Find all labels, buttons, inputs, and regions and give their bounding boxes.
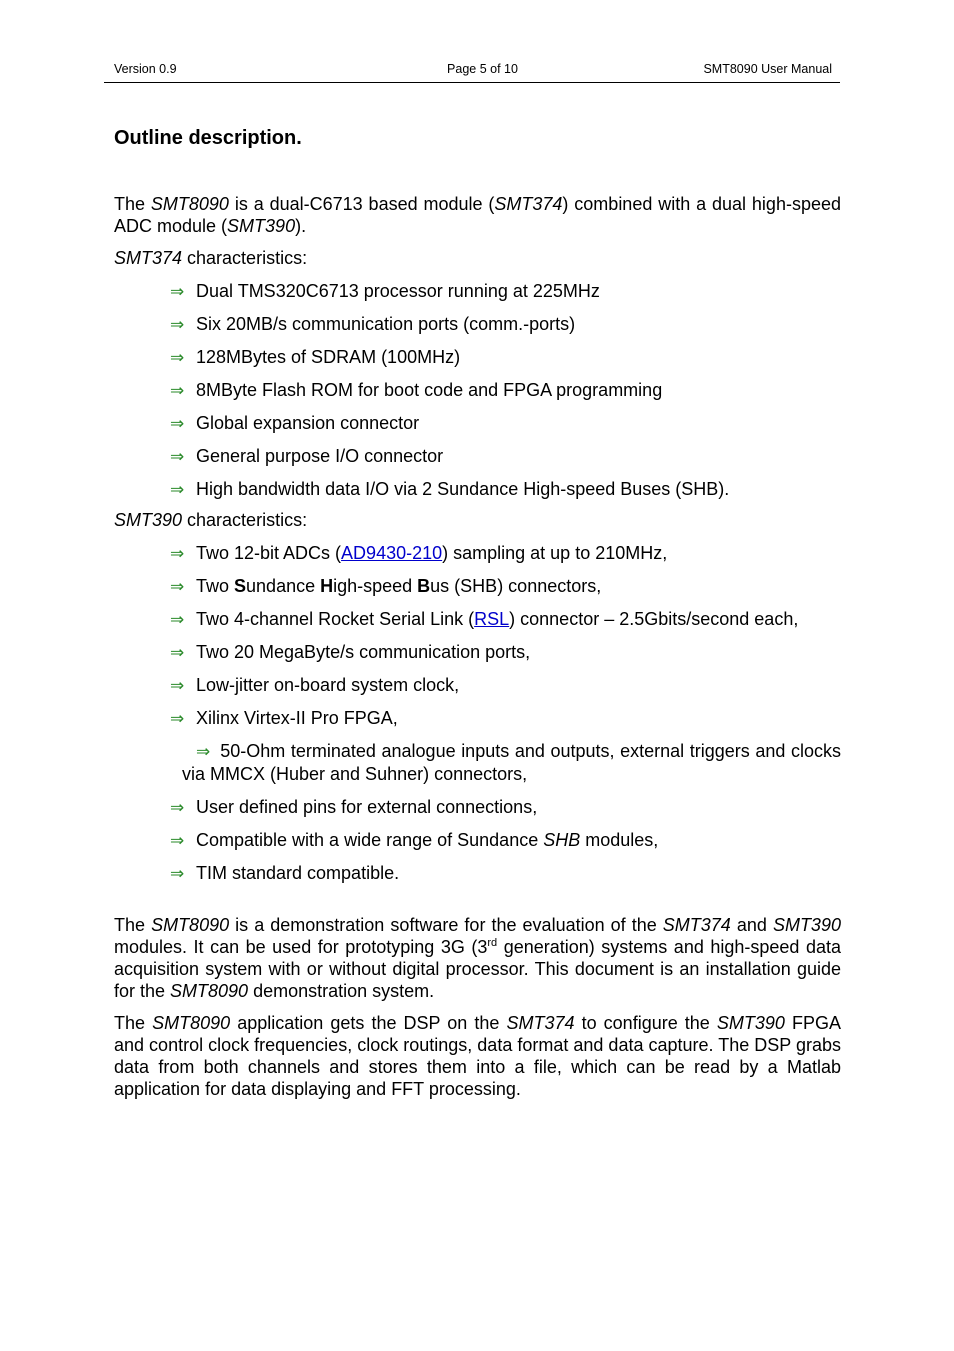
arrow-icon: ⇒	[196, 742, 211, 761]
arrow-icon: ⇒	[170, 447, 185, 466]
header-version: Version 0.9	[114, 62, 177, 76]
intro-paragraph: The SMT8090 is a dual-C6713 based module (SMT374) combined with a dual high-speed ADC module (SMT390).	[114, 194, 841, 236]
arrow-icon: ⇒	[170, 798, 185, 817]
smt390-heading: SMT390 characteristics:	[114, 510, 308, 530]
arrow-icon: ⇒	[170, 610, 185, 629]
list-item: ⇒ Global expansion connector	[170, 413, 420, 433]
list-item: ⇒ 50-Ohm terminated analogue inputs and outputs, external triggers and clocks via MMCX (Huber and Suhner) connectors,	[182, 741, 841, 784]
arrow-icon: ⇒	[170, 480, 185, 499]
list-item: ⇒ Six 20MB/s communication ports (comm.-ports)	[170, 314, 576, 334]
list-item: ⇒ Two 12-bit ADCs (AD9430-210) sampling at up to 210MHz,	[170, 543, 668, 563]
list-item: ⇒ Low-jitter on-board system clock,	[170, 675, 460, 695]
list-item: ⇒ Two 20 MegaByte/s communication ports,	[170, 642, 531, 662]
demo-description-paragraph: The SMT8090 is a demonstration software for the evaluation of the SMT374 and SMT390 modules. It can be used for prototyping 3G (3rd generation) systems and high-speed data acquisition system with or without digital processor. This document is an installation guide for the SMT8090 demonstration system.	[114, 915, 841, 1001]
arrow-icon: ⇒	[170, 381, 185, 400]
arrow-icon: ⇒	[170, 831, 185, 850]
arrow-icon: ⇒	[170, 315, 185, 334]
page-header	[104, 62, 840, 83]
list-item: ⇒ User defined pins for external connections,	[170, 797, 538, 817]
smt374-heading: SMT374 characteristics:	[114, 248, 308, 268]
arrow-icon: ⇒	[170, 709, 185, 728]
list-item: ⇒ Two 4-channel Rocket Serial Link (RSL) connector – 2.5Gbits/second each,	[170, 609, 799, 629]
list-item: ⇒ General purpose I/O connector	[170, 446, 444, 466]
arrow-icon: ⇒	[170, 864, 185, 883]
header-page-number: Page 5 of 10	[447, 62, 518, 76]
arrow-icon: ⇒	[170, 643, 185, 662]
section-spacer	[114, 884, 841, 914]
arrow-icon: ⇒	[170, 544, 185, 563]
list-item: ⇒ Compatible with a wide range of Sundance SHB modules,	[170, 830, 659, 850]
arrow-icon: ⇒	[170, 676, 185, 695]
list-item: ⇒ Dual TMS320C6713 processor running at 225MHz	[170, 281, 600, 301]
section-title: Outline description.	[114, 127, 302, 149]
list-item: ⇒ TIM standard compatible.	[170, 863, 400, 883]
arrow-icon: ⇒	[170, 577, 185, 596]
list-item: ⇒ 128MBytes of SDRAM (100MHz)	[170, 347, 461, 367]
list-item: ⇒ Two Sundance High-speed Bus (SHB) connectors,	[170, 576, 602, 596]
smt374-characteristics-list	[114, 280, 841, 500]
ad9430-link[interactable]: AD9430-210	[341, 543, 443, 563]
list-item: ⇒ High bandwidth data I/O via 2 Sundance High-speed Buses (SHB).	[170, 479, 730, 499]
smt390-characteristics-list	[114, 542, 841, 884]
application-description-paragraph: The SMT8090 application gets the DSP on the SMT374 to configure the SMT390 FPGA and control clock frequencies, clock routings, data format and data capture. The DSP grabs data from both channels and stores them into a file, which can be read by a Matlab application for data displaying and FFT processing.	[114, 1013, 842, 1099]
rsl-link[interactable]: RSL	[474, 609, 510, 629]
header-document-title: SMT8090 User Manual	[703, 62, 832, 76]
list-item: ⇒ 8MByte Flash ROM for boot code and FPGA programming	[170, 380, 663, 400]
arrow-icon: ⇒	[170, 348, 185, 367]
arrow-icon: ⇒	[170, 282, 185, 301]
list-item: ⇒ Xilinx Virtex-II Pro FPGA,	[170, 708, 398, 728]
section-body	[114, 193, 841, 1100]
arrow-icon: ⇒	[170, 414, 185, 433]
